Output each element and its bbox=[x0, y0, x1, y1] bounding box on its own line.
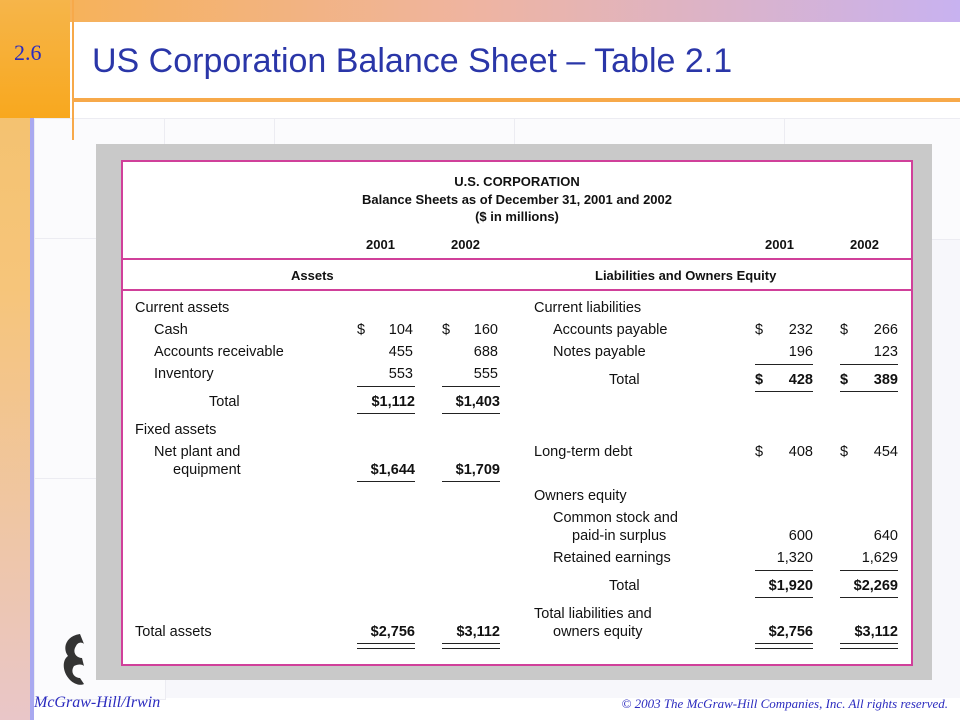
current-liab-total-2001: 428 bbox=[788, 372, 813, 388]
current-liab-total-dollar-2001: $ bbox=[755, 372, 764, 388]
receivable-label: Accounts receivable bbox=[154, 344, 284, 360]
slide-number-badge bbox=[0, 0, 70, 118]
slide-title: US Corporation Balance Sheet – Table 2.1 bbox=[92, 42, 733, 80]
footer-publisher: McGraw-Hill/Irwin bbox=[34, 694, 161, 711]
assets-year-2002: 2002 bbox=[451, 237, 480, 252]
ltd-dollar-2001: $ bbox=[755, 444, 764, 460]
equity-total-2002: $2,269 bbox=[853, 578, 898, 594]
current-liab-total-dollar-2002: $ bbox=[840, 372, 849, 388]
inventory-2002: 555 bbox=[473, 366, 498, 382]
ltd-2001: 408 bbox=[788, 444, 813, 460]
total-assets-2001: $2,756 bbox=[370, 624, 415, 640]
equity-total-label: Total bbox=[609, 578, 640, 594]
cash-dollar-2002: $ bbox=[442, 322, 451, 338]
retained-label: Retained earnings bbox=[553, 550, 671, 566]
common-stock-label-2: paid-in surplus bbox=[572, 528, 667, 544]
common-stock-2001: 600 bbox=[788, 528, 813, 544]
total-assets-dbl-underline-2002 bbox=[442, 643, 500, 649]
cash-label: Cash bbox=[154, 322, 188, 338]
slide-number: 2.6 bbox=[14, 40, 42, 65]
common-stock-label-1: Common stock and bbox=[553, 510, 678, 526]
payable-dollar-2001: $ bbox=[755, 322, 764, 338]
net-plant-2002: $1,709 bbox=[455, 462, 500, 478]
notes-label: Notes payable bbox=[553, 344, 646, 360]
equity-total-underline-2001 bbox=[755, 597, 813, 598]
current-liab-underline-2002 bbox=[840, 391, 898, 392]
net-plant-underline-2002 bbox=[442, 481, 500, 482]
assets-header: Assets bbox=[291, 268, 334, 283]
current-liab-total-label: Total bbox=[609, 372, 640, 388]
table-units: ($ in millions) bbox=[475, 209, 559, 224]
current-assets-total-2002: $1,403 bbox=[455, 394, 500, 410]
total-le-2001: $2,756 bbox=[768, 624, 813, 640]
top-accent-bar bbox=[70, 0, 960, 22]
current-assets-label: Current assets bbox=[135, 300, 230, 316]
total-assets-dbl-underline-2001 bbox=[357, 643, 415, 649]
payable-2001: 232 bbox=[788, 322, 813, 338]
current-liab-underline-2001 bbox=[755, 391, 813, 392]
retained-2001: 1,320 bbox=[776, 550, 813, 566]
assets-year-2001: 2001 bbox=[366, 237, 395, 252]
retained-underline-2001 bbox=[755, 570, 813, 571]
badge-divider bbox=[72, 0, 74, 140]
payable-2002: 266 bbox=[873, 322, 898, 338]
title-underline bbox=[72, 98, 960, 102]
net-plant-underline-2001 bbox=[357, 481, 415, 482]
cash-2002: 160 bbox=[473, 322, 498, 338]
receivable-2001: 455 bbox=[388, 344, 413, 360]
total-underline-2001 bbox=[357, 413, 415, 414]
total-le-label-2: owners equity bbox=[553, 624, 643, 640]
retained-2002: 1,629 bbox=[861, 550, 898, 566]
payable-dollar-2002: $ bbox=[840, 322, 849, 338]
header-divider-top bbox=[123, 258, 911, 260]
retained-underline-2002 bbox=[840, 570, 898, 571]
notes-underline-2001 bbox=[755, 364, 813, 365]
total-le-label-1: Total liabilities and bbox=[534, 606, 652, 622]
publisher-logo-icon bbox=[58, 630, 88, 688]
notes-2001: 196 bbox=[788, 344, 813, 360]
balance-sheet-table bbox=[121, 160, 913, 666]
table-subtitle: Balance Sheets as of December 31, 2001 and 2002 bbox=[361, 192, 672, 207]
common-stock-2002: 640 bbox=[873, 528, 898, 544]
ltd-dollar-2002: $ bbox=[840, 444, 849, 460]
company-name: U.S. CORPORATION bbox=[454, 174, 580, 189]
total-le-dbl-underline-2001 bbox=[755, 643, 813, 649]
total-assets-2002: $3,112 bbox=[456, 624, 500, 640]
inventory-2001: 553 bbox=[388, 366, 413, 382]
ltd-2002: 454 bbox=[873, 444, 898, 460]
inventory-underline-2001 bbox=[357, 386, 415, 387]
total-le-2002: $3,112 bbox=[854, 624, 898, 640]
header-divider-bottom bbox=[123, 289, 911, 291]
inventory-underline-2002 bbox=[442, 386, 500, 387]
total-underline-2002 bbox=[442, 413, 500, 414]
cash-2001: 104 bbox=[388, 322, 413, 338]
payable-label: Accounts payable bbox=[553, 322, 668, 338]
notes-2002: 123 bbox=[873, 344, 898, 360]
receivable-2002: 688 bbox=[473, 344, 498, 360]
footer-copyright: © 2003 The McGraw-Hill Companies, Inc. All rights reserved. bbox=[621, 696, 948, 711]
cash-dollar-2001: $ bbox=[357, 322, 366, 338]
net-plant-label-1: Net plant and bbox=[154, 444, 241, 460]
net-plant-label-2: equipment bbox=[173, 462, 241, 478]
notes-underline-2002 bbox=[840, 364, 898, 365]
total-assets-label: Total assets bbox=[135, 624, 212, 640]
liabilities-header: Liabilities and Owners Equity bbox=[595, 268, 777, 283]
ltd-label: Long-term debt bbox=[534, 444, 633, 460]
liab-year-2002: 2002 bbox=[850, 237, 879, 252]
net-plant-2001: $1,644 bbox=[370, 462, 415, 478]
current-assets-total-label: Total bbox=[209, 394, 240, 410]
inventory-label: Inventory bbox=[154, 366, 214, 382]
liab-year-2001: 2001 bbox=[765, 237, 794, 252]
owners-equity-label: Owners equity bbox=[534, 488, 627, 504]
current-liab-total-2002: 389 bbox=[873, 372, 898, 388]
equity-total-2001: $1,920 bbox=[768, 578, 813, 594]
total-le-dbl-underline-2002 bbox=[840, 643, 898, 649]
fixed-assets-label: Fixed assets bbox=[135, 422, 217, 438]
current-liabilities-label: Current liabilities bbox=[534, 300, 642, 316]
equity-total-underline-2002 bbox=[840, 597, 898, 598]
current-assets-total-2001: $1,112 bbox=[371, 394, 415, 410]
